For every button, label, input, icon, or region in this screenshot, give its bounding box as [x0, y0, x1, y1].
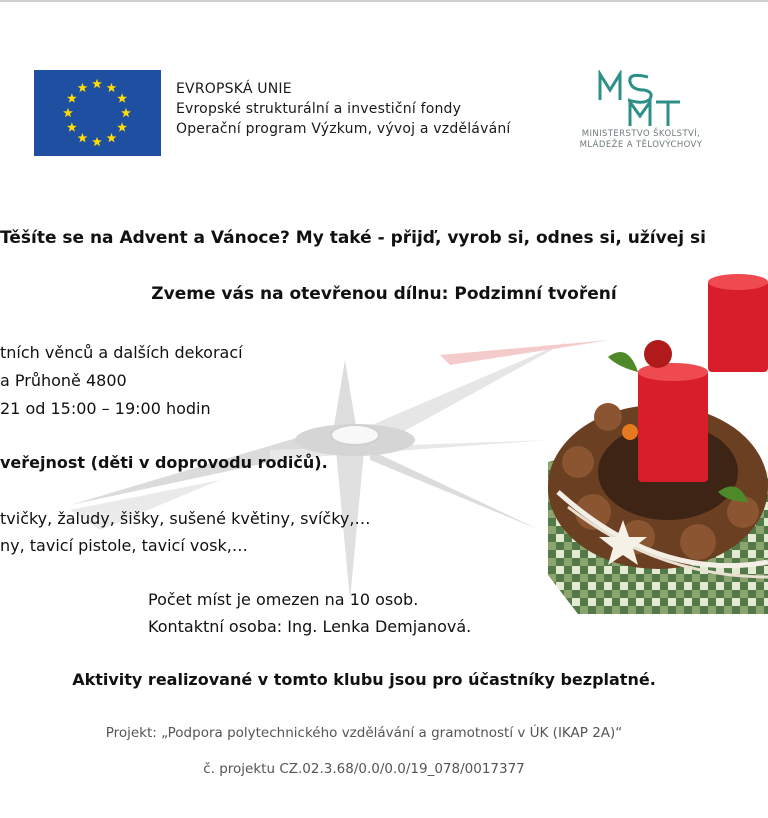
audience-line: veřejnost (děti v doprovodu rodičů). — [0, 453, 328, 472]
top-border — [0, 0, 768, 2]
eu-star-icon — [107, 83, 117, 92]
eu-text-block — [176, 79, 511, 139]
msmt-line2: MLÁDEŽE A TĚLOVÝCHOVY — [579, 140, 703, 150]
eu-star-icon — [78, 133, 88, 142]
materials-line-1: tvičky, žaludy, šišky, sušené květiny, svíčky,… — [0, 509, 371, 528]
eu-star-icon — [121, 108, 131, 117]
eu-star-icon — [117, 93, 127, 102]
eu-programme: Operační program Výzkum, vývoj a vzdělávání — [176, 121, 511, 137]
msmt-line1: MINISTERSTVO ŠKOLSTVÍ, — [581, 129, 701, 139]
eu-title: EVROPSKÁ UNIE — [176, 81, 292, 97]
detail-line-3: 21 od 15:00 – 19:00 hodin — [0, 399, 211, 418]
detail-line-2: a Průhoně 4800 — [0, 371, 127, 390]
eu-flag-logo — [34, 70, 161, 156]
msmt-caption — [556, 129, 726, 151]
eu-star-icon — [67, 122, 77, 131]
eu-star-icon — [67, 93, 77, 102]
project-name: Projekt: „Podpora polytechnického vzdělávání a gramotností v ÚK (IKAP 2A)“ — [105, 725, 623, 741]
eu-star-icon — [78, 83, 88, 92]
detail-line-1: tních věnců a dalších dekorací — [0, 343, 243, 362]
capacity-line: Počet míst je omezen na 10 osob. — [148, 590, 419, 609]
advent-wreath-image — [548, 262, 768, 614]
eu-star-icon — [117, 122, 127, 131]
free-note: Aktivity realizované v tomto klubu jsou pro účastníky bezplatné. — [72, 670, 656, 689]
materials-line-2: ny, tavicí pistole, tavicí vosk,… — [0, 536, 248, 555]
eu-star-icon — [92, 137, 102, 146]
project-number: č. projektu CZ.02.3.68/0.0/0.0/19_078/0017377 — [203, 761, 525, 777]
contact-line: Kontaktní osoba: Ing. Lenka Demjanová. — [148, 617, 472, 636]
eu-star-icon — [107, 133, 117, 142]
eu-star-icon — [92, 79, 102, 88]
eu-funds: Evropské strukturální a investiční fondy — [176, 101, 462, 117]
headline: Těšíte se na Advent a Vánoce? My také - přijď, vyrob si, odnes si, užívej si — [0, 228, 706, 248]
invitation-title: Zveme vás na otevřenou dílnu: Podzimní tvoření — [151, 284, 617, 304]
eu-star-icon — [63, 108, 73, 117]
